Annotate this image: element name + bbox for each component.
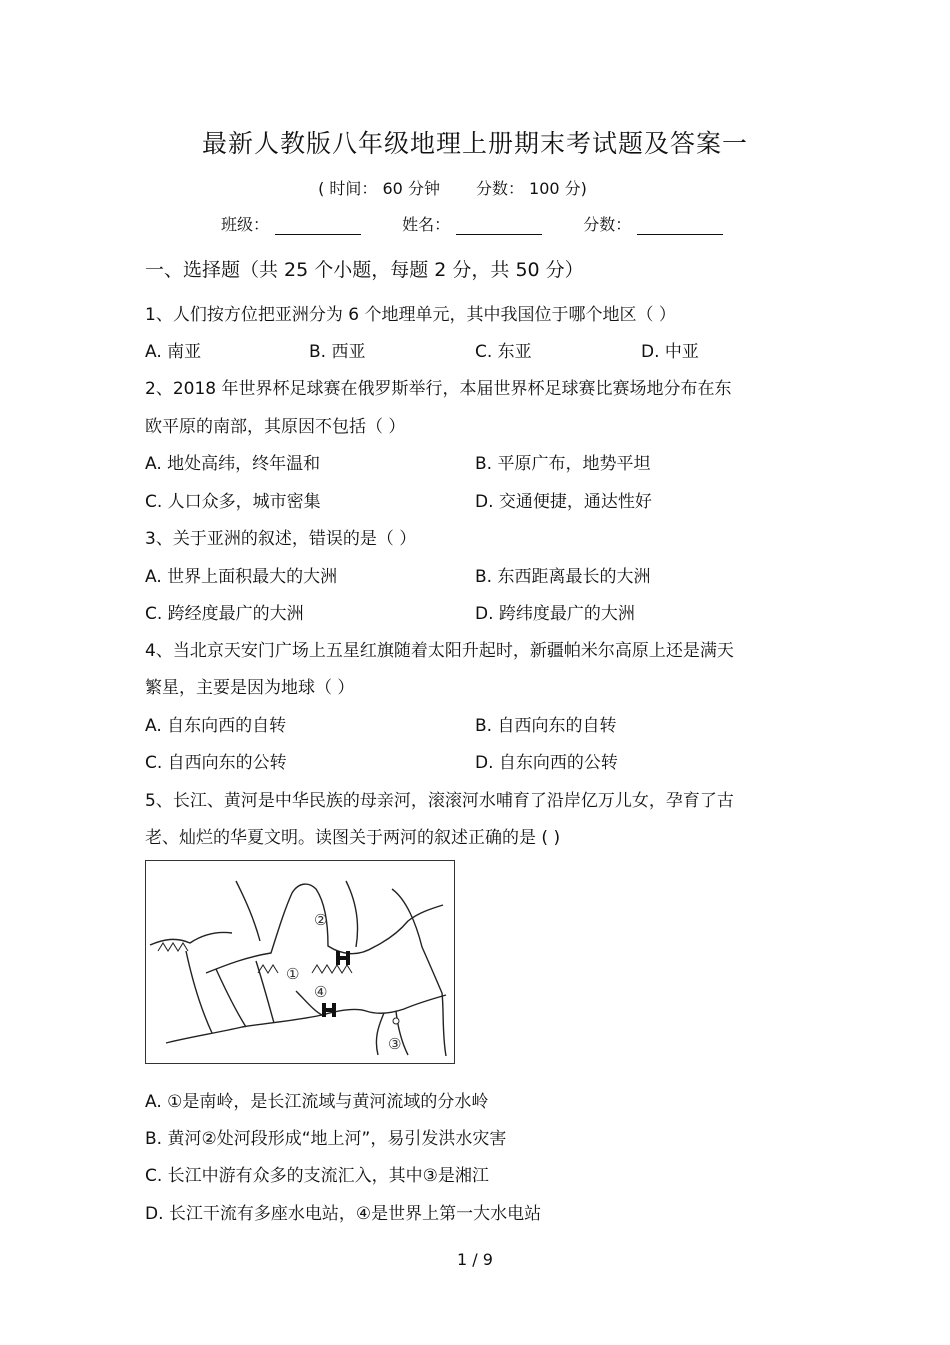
exam-meta (0, 176, 905, 199)
map-label-4: ④ (314, 983, 328, 1001)
q1-option-c: C. 东亚 (475, 342, 532, 362)
q5-stem-line2: 老、灿烂的华夏文明。读图关于两河的叙述正确的是 ( ) (145, 828, 561, 848)
q5-option-c: C. 长江中游有众多的支流汇入，其中③是湘江 (145, 1166, 489, 1186)
q5-option-b: B. 黄河②处河段形成“地上河”，易引发洪水灾害 (145, 1129, 507, 1149)
q2-option-d: D. 交通便捷，通达性好 (475, 492, 652, 512)
q3-option-c: C. 跨经度最广的大洲 (145, 604, 304, 624)
q5-stem-line1: 5、长江、黄河是中华民族的母亲河，滚滚河水哺育了沿岸亿万儿女，孕育了古 (145, 791, 734, 811)
q4-option-a: A. 自东向西的自转 (145, 716, 287, 736)
q2-option-c: C. 人口众多，城市密集 (145, 492, 321, 512)
q5-option-d: D. 长江干流有多座水电站，④是世界上第一大水电站 (145, 1204, 542, 1224)
score-info: 分数： 100 分) (475, 179, 587, 198)
document-title: 最新人教版八年级地理上册期末考试题及答案一 (201, 129, 748, 158)
q1-option-d: D. 中亚 (641, 342, 699, 362)
q1-option-a: A. 南亚 (145, 342, 202, 362)
page-number: 1 / 9 (457, 1250, 493, 1269)
name-blank (456, 216, 542, 235)
xiang-river-path (376, 1013, 384, 1055)
q2-stem-line1: 2、2018 年世界杯足球赛在俄罗斯举行，本届世界杯足球赛比赛场地分布在东 (145, 379, 732, 399)
score-field (583, 212, 723, 235)
name-field (402, 212, 542, 235)
q4-stem-line1: 4、当北京天安门广场上五星红旗随着太阳升起时，新疆帕米尔高原上还是满天 (145, 641, 734, 661)
section-heading: 一、选择题（共 25 个小题，每题 2 分，共 50 分） (145, 259, 584, 281)
map-label-1: ① (286, 965, 300, 983)
class-label: 班级： (221, 215, 270, 234)
q2-option-a: A. 地处高纬，终年温和 (145, 454, 321, 474)
q3-option-b: B. 东西距离最长的大洲 (475, 567, 651, 587)
score-label: 分数： (583, 215, 632, 234)
q2-stem-line2: 欧平原的南部，其原因不包括（ ） (145, 417, 406, 437)
student-fields (221, 212, 759, 235)
score-blank (637, 216, 723, 235)
q1-option-b: B. 西亚 (309, 342, 366, 362)
q4-option-d: D. 自东向西的公转 (475, 753, 618, 773)
q4-stem-line2: 繁星，主要是因为地球（ ） (145, 678, 355, 698)
q5-option-a: A. ①是南岭，是长江流域与黄河流域的分水岭 (145, 1092, 489, 1112)
q4-option-c: C. 自西向东的公转 (145, 753, 287, 773)
name-label: 姓名： (402, 215, 451, 234)
map-label-2: ② (314, 911, 328, 929)
river-map (145, 860, 455, 1064)
q2-option-b: B. 平原广布，地势平坦 (475, 454, 651, 474)
q4-option-b: B. 自西向东的自转 (475, 716, 617, 736)
map-label-3: ③ (388, 1035, 402, 1053)
time-info: ( 时间： 60 分钟 (318, 179, 440, 198)
q3-stem: 3、关于亚洲的叙述，错误的是（ ） (145, 529, 417, 549)
q3-option-a: A. 世界上面积最大的大洲 (145, 567, 338, 587)
class-field (221, 212, 361, 235)
q1-stem: 1、人们按方位把亚洲分为 6 个地理单元，其中我国位于哪个地区（ ） (145, 305, 676, 325)
river-map-drawing (146, 861, 453, 1062)
class-blank (275, 216, 361, 235)
q3-option-d: D. 跨纬度最广的大洲 (475, 604, 635, 624)
